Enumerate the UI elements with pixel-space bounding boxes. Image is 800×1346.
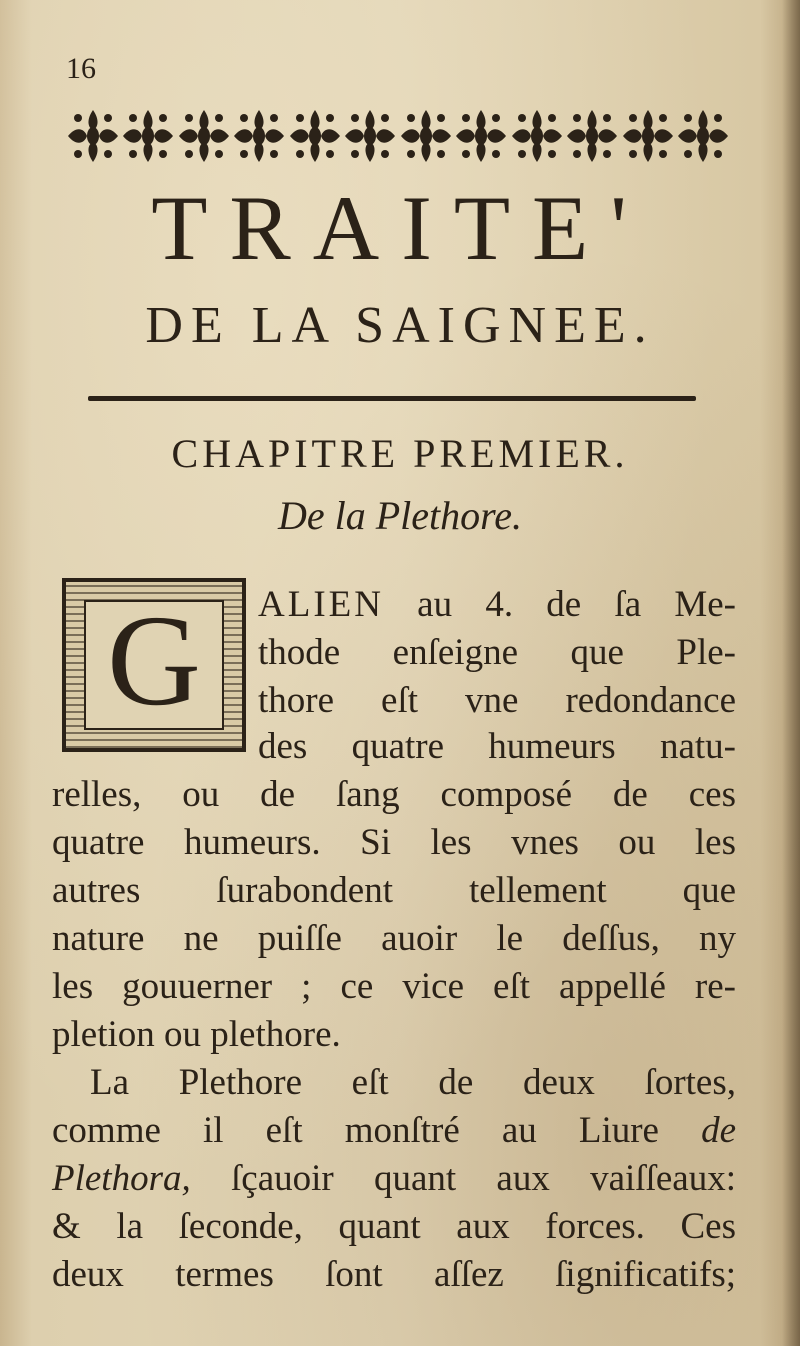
ornament-band (66, 104, 730, 168)
fleuron-ornament-icon (177, 106, 231, 166)
text-line: relles, ou de ſang composé de ces (52, 774, 736, 815)
text-line: comme il eſt monſtré au Liure de (52, 1110, 736, 1151)
text-line: Plethora, ſçauoir quant aux vaiſſeaux: (52, 1158, 736, 1199)
fleuron-ornament-icon (343, 106, 397, 166)
fleuron-ornament-icon (510, 106, 564, 166)
fleuron-ornament-icon (399, 106, 453, 166)
divider-rule (88, 396, 696, 401)
fleuron-ornament-icon (676, 106, 730, 166)
section-heading: De la Plethore. (277, 493, 522, 538)
fleuron-ornament-icon (621, 106, 675, 166)
text-line: quatre humeurs. Si les vnes ou les (52, 822, 736, 863)
fleuron-ornament-icon (121, 106, 175, 166)
text-line: La Plethore eſt de deux ſortes, (90, 1062, 736, 1103)
text-line: ALIEN au 4. de ſa Me- (258, 584, 736, 625)
text-line: thode enſeigne que Ple- (258, 632, 736, 673)
text-line: nature ne puiſſe auoir le deſſus, ny (52, 918, 736, 959)
text-line: les gouuerner ; ce vice eſt appellé re- (52, 966, 736, 1007)
fleuron-ornament-icon (454, 106, 508, 166)
drop-cap-ornament (62, 578, 246, 752)
chapter-heading: CHAPITRE PREMIER. (171, 431, 629, 476)
page-number: 16 (66, 52, 96, 85)
fleuron-ornament-icon (66, 106, 120, 166)
page-subtitle: DE LA SAIGNEE. (145, 297, 655, 354)
text-line: deux termes ſont aſſez ſignificatifs; (52, 1254, 736, 1295)
text-line: thore eſt vne redondance (258, 680, 736, 721)
fleuron-ornament-icon (288, 106, 342, 166)
text-line: pletion ou plethore. (52, 1014, 341, 1055)
text-line: & la ſeconde, quant aux forces. Ces (52, 1206, 736, 1247)
fleuron-ornament-icon (565, 106, 619, 166)
fleuron-ornament-icon (232, 106, 286, 166)
text-line: des quatre humeurs natu- (258, 726, 736, 767)
page-title: TRAITE' (151, 177, 649, 279)
drop-cap-letter: G (107, 589, 201, 733)
text-line: autres ſurabondent tellement que (52, 870, 736, 911)
